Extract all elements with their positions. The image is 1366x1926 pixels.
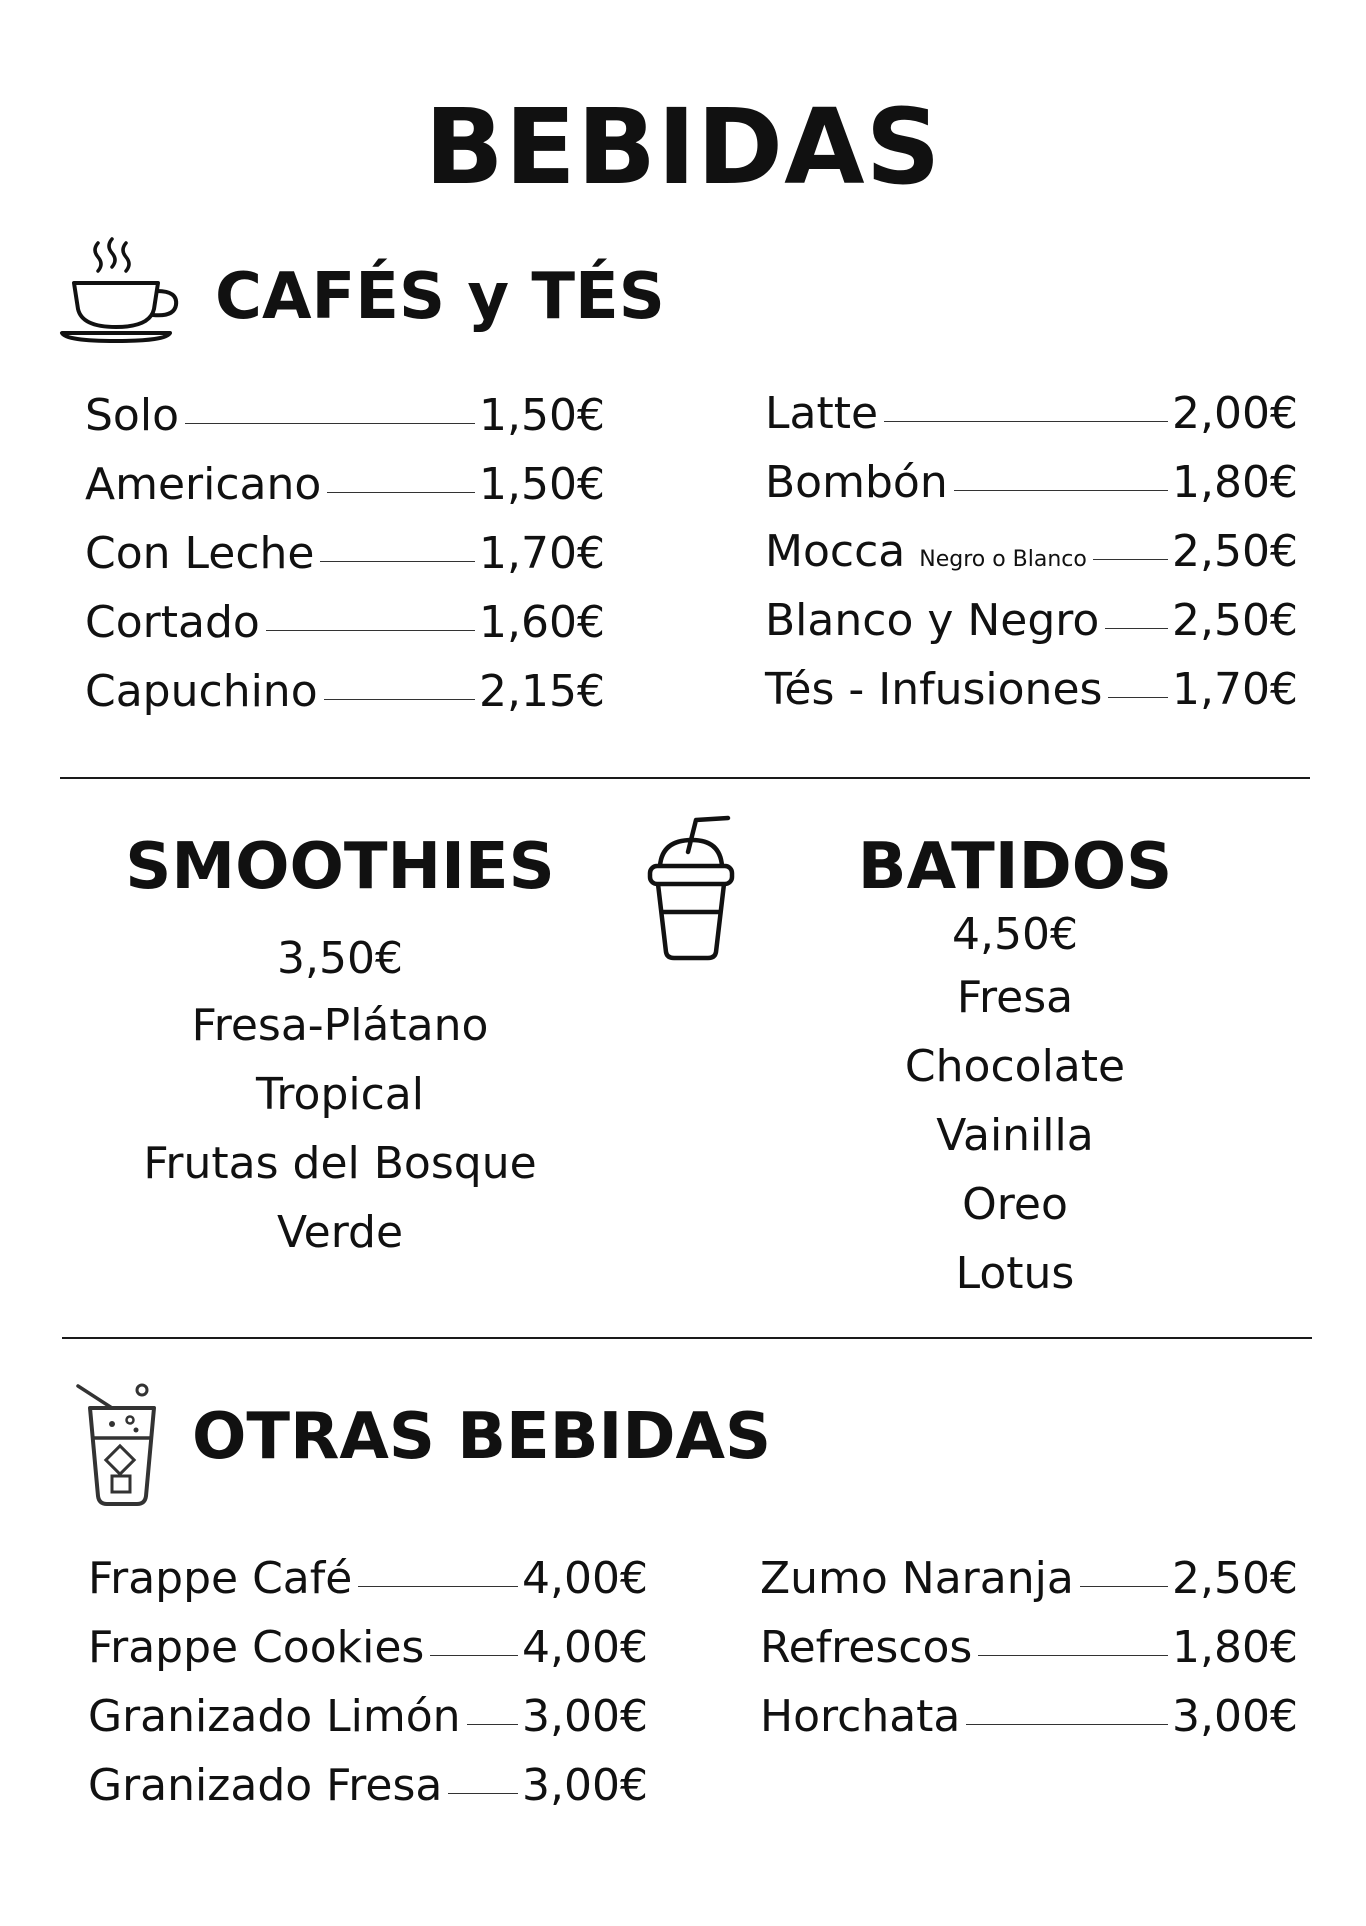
dotted-leader bbox=[358, 1586, 518, 1587]
dotted-leader bbox=[1108, 697, 1168, 698]
item-price: 1,50€ bbox=[479, 459, 605, 510]
smoothies-heading: SMOOTHIES bbox=[125, 830, 555, 904]
item-name: Americano bbox=[85, 459, 322, 510]
cafes-left-list bbox=[85, 390, 605, 735]
page-title: BEBIDAS bbox=[424, 86, 942, 208]
dotted-leader bbox=[448, 1793, 518, 1794]
cafes-right-list bbox=[765, 388, 1298, 733]
item-name: Cortado bbox=[85, 597, 260, 648]
item-name: Frappe Cookies bbox=[88, 1622, 425, 1673]
batidos-heading: BATIDOS bbox=[857, 830, 1173, 904]
menu-item bbox=[85, 666, 605, 735]
list-item: Vainilla bbox=[936, 1110, 1094, 1161]
smoothies-section bbox=[100, 830, 580, 1267]
item-price: 3,00€ bbox=[522, 1760, 648, 1811]
item-price: 1,70€ bbox=[1172, 664, 1298, 715]
item-name: Mocca bbox=[765, 526, 906, 577]
item-name: Capuchino bbox=[85, 666, 318, 717]
section-divider bbox=[60, 777, 1310, 779]
item-name: Latte bbox=[765, 388, 879, 439]
dotted-leader bbox=[320, 561, 475, 562]
item-name: Tés - Infusiones bbox=[765, 664, 1103, 715]
list-item: Tropical bbox=[256, 1069, 424, 1120]
batidos-price: 4,50€ bbox=[952, 909, 1078, 960]
item-note: Negro o Blanco bbox=[919, 547, 1087, 572]
dotted-leader bbox=[185, 423, 475, 424]
menu-item bbox=[760, 1622, 1298, 1691]
item-price: 2,50€ bbox=[1172, 1553, 1298, 1604]
item-price: 1,60€ bbox=[479, 597, 605, 648]
dotted-leader bbox=[327, 492, 475, 493]
menu-item bbox=[85, 390, 605, 459]
dotted-leader bbox=[1105, 628, 1168, 629]
item-name: Granizado Limón bbox=[88, 1691, 461, 1742]
item-price: 2,00€ bbox=[1172, 388, 1298, 439]
menu-item bbox=[765, 664, 1298, 733]
item-price: 2,50€ bbox=[1172, 595, 1298, 646]
item-name: Granizado Fresa bbox=[88, 1760, 443, 1811]
menu-item bbox=[85, 528, 605, 597]
dotted-leader bbox=[1093, 559, 1168, 560]
dotted-leader bbox=[324, 699, 475, 700]
item-price: 2,50€ bbox=[1172, 526, 1298, 577]
list-item: Fresa-Plátano bbox=[191, 1000, 489, 1051]
menu-item bbox=[88, 1760, 648, 1829]
takeaway-cup-icon bbox=[640, 812, 740, 962]
item-name: Con Leche bbox=[85, 528, 315, 579]
menu-item bbox=[765, 457, 1298, 526]
item-name: Zumo Naranja bbox=[760, 1553, 1074, 1604]
list-item: Verde bbox=[276, 1207, 404, 1258]
section-divider bbox=[62, 1337, 1312, 1339]
item-price: 1,50€ bbox=[479, 390, 605, 441]
dotted-leader bbox=[266, 630, 475, 631]
coffee-cup-icon bbox=[58, 235, 183, 345]
menu-item bbox=[765, 595, 1298, 664]
item-name: Blanco y Negro bbox=[765, 595, 1100, 646]
menu-item bbox=[765, 388, 1298, 457]
menu-item bbox=[85, 597, 605, 666]
item-price: 1,80€ bbox=[1172, 1622, 1298, 1673]
menu-item bbox=[765, 526, 1298, 595]
batidos-list bbox=[820, 963, 1210, 1308]
dotted-leader bbox=[978, 1655, 1168, 1656]
otras-heading: OTRAS BEBIDAS bbox=[192, 1400, 772, 1474]
list-item: Chocolate bbox=[904, 1041, 1126, 1092]
menu-item bbox=[88, 1553, 648, 1622]
dotted-leader bbox=[884, 421, 1168, 422]
item-price: 4,00€ bbox=[522, 1553, 648, 1604]
menu-item bbox=[760, 1553, 1298, 1622]
otras-left-list bbox=[88, 1553, 648, 1829]
menu-item bbox=[760, 1691, 1298, 1760]
iced-drink-icon bbox=[74, 1378, 169, 1508]
menu-item bbox=[85, 459, 605, 528]
list-item: Fresa bbox=[956, 972, 1074, 1023]
item-price: 3,00€ bbox=[522, 1691, 648, 1742]
dotted-leader bbox=[1080, 1586, 1168, 1587]
batidos-section bbox=[820, 830, 1210, 1308]
dotted-leader bbox=[467, 1724, 518, 1725]
item-price: 4,00€ bbox=[522, 1622, 648, 1673]
item-name: Bombón bbox=[765, 457, 948, 508]
item-name: Horchata bbox=[760, 1691, 961, 1742]
list-item: Frutas del Bosque bbox=[143, 1138, 537, 1189]
item-price: 1,70€ bbox=[479, 528, 605, 579]
smoothies-price: 3,50€ bbox=[277, 933, 403, 984]
dotted-leader bbox=[430, 1655, 518, 1656]
list-item: Lotus bbox=[955, 1248, 1075, 1299]
menu-item bbox=[88, 1622, 648, 1691]
item-name: Frappe Café bbox=[88, 1553, 353, 1604]
menu-item bbox=[88, 1691, 648, 1760]
smoothies-list bbox=[100, 991, 580, 1267]
item-price: 3,00€ bbox=[1172, 1691, 1298, 1742]
dotted-leader bbox=[954, 490, 1168, 491]
item-name: Solo bbox=[85, 390, 179, 441]
list-item: Oreo bbox=[962, 1179, 1068, 1230]
item-price: 1,80€ bbox=[1172, 457, 1298, 508]
otras-right-list bbox=[760, 1553, 1298, 1760]
item-name: Refrescos bbox=[760, 1622, 973, 1673]
item-price: 2,15€ bbox=[479, 666, 605, 717]
cafes-heading: CAFÉS y TÉS bbox=[215, 260, 665, 334]
dotted-leader bbox=[966, 1724, 1168, 1725]
